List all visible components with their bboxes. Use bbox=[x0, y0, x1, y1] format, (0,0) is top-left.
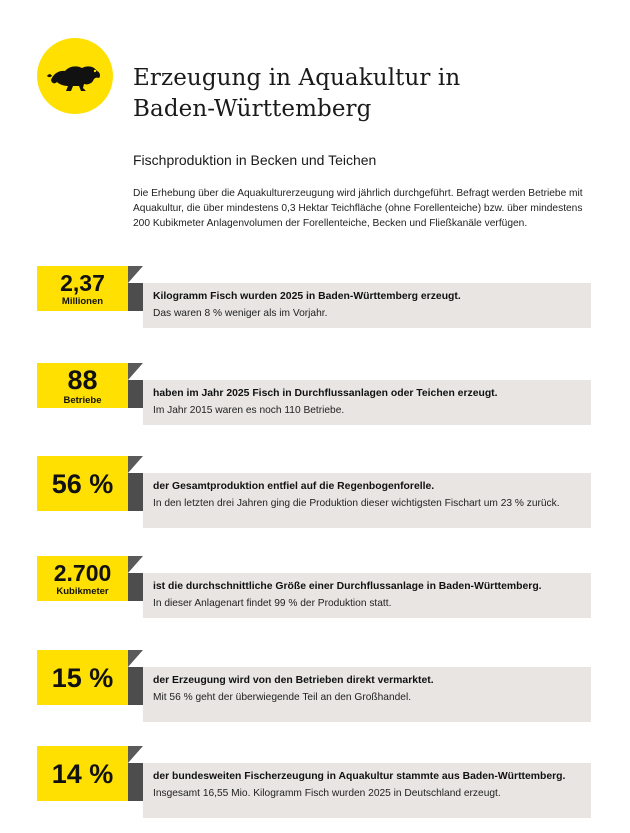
fact-panel bbox=[143, 667, 591, 722]
fact-detail: In den letzten drei Jahren ging die Produktion dieser wichtigsten Fischart um 23 % zurück. bbox=[153, 498, 560, 509]
fact-shadow bbox=[128, 266, 143, 283]
fact-shadow bbox=[128, 650, 143, 667]
fact-detail: In dieser Anlagenart findet 99 % der Produktion statt. bbox=[153, 598, 392, 609]
fact-unit: Millionen bbox=[61, 295, 104, 307]
fact-number-box bbox=[37, 650, 128, 705]
fact-shadow bbox=[128, 556, 143, 573]
fact-panel bbox=[143, 473, 591, 528]
fact-number-box bbox=[37, 363, 128, 408]
page-subtitle: Fischproduktion in Becken und Teichen bbox=[133, 152, 377, 168]
fact-headline: Kilogramm Fisch wurden 2025 in Baden-Württemberg erzeugt. bbox=[153, 291, 461, 302]
fact-card-size bbox=[37, 556, 591, 618]
fact-number: 2.700 bbox=[53, 559, 112, 586]
lion-icon bbox=[47, 56, 103, 96]
page-title bbox=[133, 63, 593, 125]
fact-number: 2,37 bbox=[60, 269, 105, 296]
fact-number-box bbox=[37, 556, 128, 601]
fact-number: 14 % bbox=[51, 758, 114, 789]
fact-panel bbox=[143, 763, 591, 818]
fact-shadow bbox=[128, 667, 143, 705]
fact-card-businesses bbox=[37, 363, 591, 425]
page-title-line1: Erzeugung in Aquakultur in bbox=[133, 65, 461, 91]
fact-card-share bbox=[37, 746, 591, 808]
intro-text: Die Erhebung über die Aquakulturerzeugung wird jährlich durchgeführt. Befragt werden Betriebe mit Aquakultur, die über mindestens 0,3 Hektar Teichfläche (ohne Forellenteiche) bzw. über mindestens 200 Kubikmeter Anlagenvolumen der Forellenteiche, Becken und Fließkanäle verfügen. bbox=[133, 188, 583, 229]
fact-shadow bbox=[128, 746, 143, 763]
fact-number: 88 bbox=[67, 364, 98, 395]
fact-number: 56 % bbox=[51, 468, 114, 499]
fact-number: 15 % bbox=[51, 662, 114, 693]
fact-panel bbox=[143, 283, 591, 328]
logo bbox=[37, 38, 113, 114]
fact-card-production bbox=[37, 266, 591, 328]
fact-shadow bbox=[128, 573, 143, 601]
fact-unit: Kubikmeter bbox=[56, 585, 109, 597]
fact-number-box bbox=[37, 746, 128, 801]
fact-detail: Das waren 8 % weniger als im Vorjahr. bbox=[153, 308, 328, 319]
fact-panel bbox=[143, 573, 591, 618]
fact-card-trout bbox=[37, 456, 591, 528]
fact-shadow bbox=[128, 283, 143, 311]
fact-shadow bbox=[128, 363, 143, 380]
fact-headline: der Gesamtproduktion entfiel auf die Regenbogenforelle. bbox=[153, 481, 435, 492]
fact-headline: der bundesweiten Fischerzeugung in Aquakultur stammte aus Baden-Württemberg. bbox=[153, 771, 566, 782]
page-title-line2: Baden-Württemberg bbox=[133, 96, 372, 122]
fact-panel bbox=[143, 380, 591, 425]
fact-shadow bbox=[128, 473, 143, 511]
fact-shadow bbox=[128, 380, 143, 408]
fact-detail: Im Jahr 2015 waren es noch 110 Betriebe. bbox=[153, 405, 345, 416]
fact-shadow bbox=[128, 763, 143, 801]
fact-number-box bbox=[37, 266, 128, 311]
fact-unit: Betriebe bbox=[63, 394, 102, 406]
fact-headline: ist die durchschnittliche Größe einer Durchflussanlage in Baden-Württemberg. bbox=[153, 581, 542, 592]
fact-detail: Insgesamt 16,55 Mio. Kilogramm Fisch wurden 2025 in Deutschland erzeugt. bbox=[153, 788, 501, 799]
fact-card-marketing bbox=[37, 650, 591, 712]
fact-headline: haben im Jahr 2025 Fisch in Durchflussanlagen oder Teichen erzeugt. bbox=[153, 388, 498, 399]
fact-shadow bbox=[128, 456, 143, 473]
fact-headline: der Erzeugung wird von den Betrieben direkt vermarktet. bbox=[153, 675, 434, 686]
fact-detail: Mit 56 % geht der überwiegende Teil an den Großhandel. bbox=[153, 692, 412, 703]
fact-number-box bbox=[37, 456, 128, 511]
